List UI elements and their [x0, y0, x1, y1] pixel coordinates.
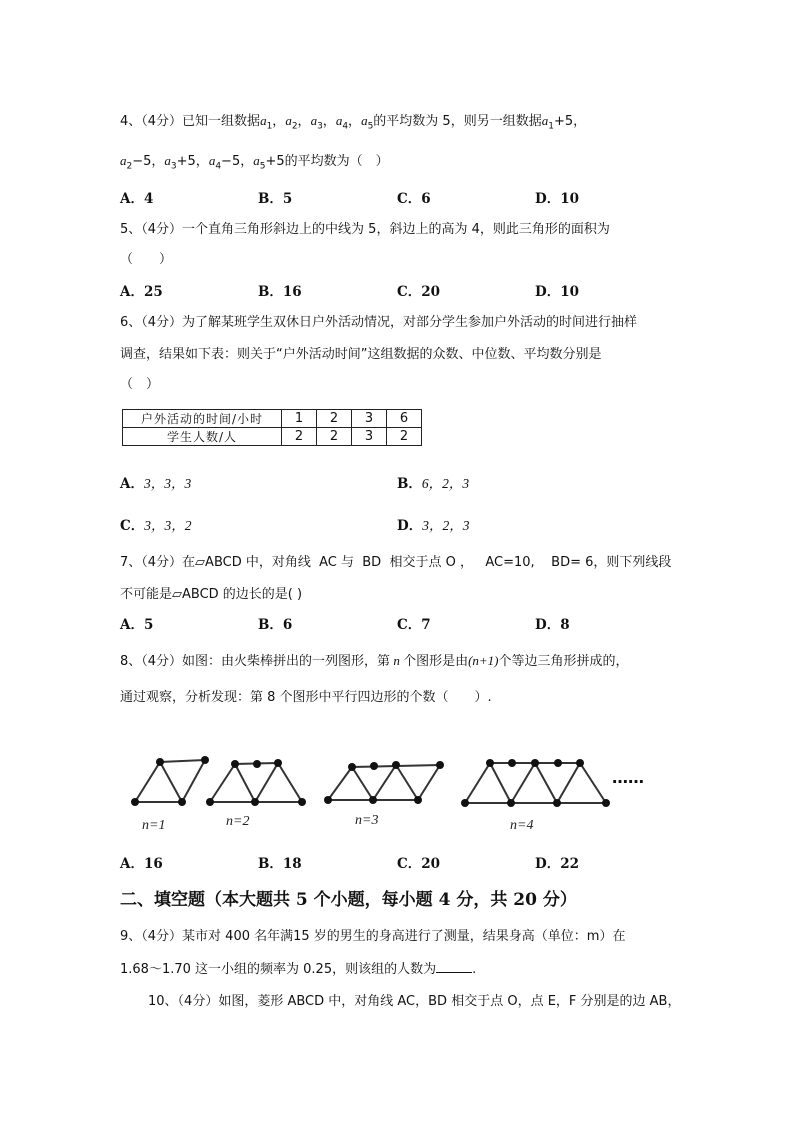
option-d[interactable]: D．8 — [535, 617, 570, 633]
question-4-line-1: 4、（4分）已知一组数据$a_1$，$a_2$，$a_3$，$a_4$，$a_5$的平均数为 5，则另一组数据$a_1+5$， — [120, 113, 587, 132]
figure-n4 — [465, 763, 606, 803]
option-a[interactable]: A．25 — [120, 284, 163, 300]
option-c[interactable]: C．6 — [397, 191, 431, 207]
answer-blank[interactable] — [436, 960, 472, 973]
question-9-line-1: 9、（4分）某市对 400 名年满15 岁的男生的身高进行了测量，结果身高（单位：m）在 — [120, 929, 626, 944]
option-a[interactable]: A．5 — [120, 617, 154, 633]
table-row — [123, 428, 422, 446]
activity-time-table — [122, 409, 422, 446]
row-header: 户外活动的时间/小时 — [123, 410, 282, 428]
table-cell: 2 — [317, 428, 352, 446]
figure-n2 — [210, 763, 302, 802]
question-9-line-2: 1.68～1.70 这一小组的频率为 0.25，则该组的人数为 . — [120, 962, 477, 977]
caption-n3: n=3 — [355, 813, 379, 828]
question-8-line-1: 8、（4分）如图：由火柴棒拼出的一列图形，第 n 个图形是由(n+1)个等边三角形拼成的， — [120, 653, 629, 669]
question-number: 5、（4分） — [120, 222, 183, 237]
question-number: 9、（4分） — [120, 929, 183, 944]
question-7-line-2: 不可能是▱ABCD 的边长的是( ) — [120, 587, 303, 602]
option-c[interactable]: C．3，3，2 — [120, 518, 192, 534]
option-b[interactable]: B．6，2，3 — [397, 476, 470, 492]
option-b[interactable]: B．18 — [258, 856, 302, 872]
option-b[interactable]: B．5 — [258, 191, 293, 207]
question-8-line-2: 通过观察，分析发现：第 8 个图形中平行四边形的个数（ ）. — [120, 690, 492, 705]
table-cell: 3 — [352, 428, 387, 446]
matchstick-figures — [120, 745, 660, 835]
answer-paren: （ ） — [120, 252, 173, 267]
option-c[interactable]: C．20 — [397, 284, 441, 300]
question-4-line-2: $a_2-5$，$a_3+5$，$a_4-5$，$a_5+5$的平均数为（ ） — [120, 153, 389, 172]
table-cell: 2 — [387, 428, 422, 446]
question-number: 4、（4分） — [120, 114, 183, 129]
math-expression: a — [260, 113, 267, 128]
table-cell: 2 — [282, 428, 317, 446]
option-b[interactable]: B．6 — [258, 617, 293, 633]
answer-paren: （ ） — [120, 377, 160, 392]
question-6-line-1: 6、（4分）为了解某班学生双休日户外活动情况，对部分学生参加户外活动的时间进行抽样 — [120, 315, 638, 330]
section-title: 二、填空题（本大题共 5 个小题，每小题 4 分，共 20 分） — [120, 890, 577, 910]
row-header: 学生人数/人 — [123, 428, 282, 446]
option-a[interactable]: A．3，3，3 — [120, 476, 192, 492]
caption-n1: n=1 — [142, 818, 166, 833]
option-d[interactable]: D．10 — [535, 191, 579, 207]
question-7-line-1: 7、（4分）在▱ABCD 中，对角线 AC 与 BD 相交于点 O ， AC=10, BD= 6，则下列线段 — [120, 555, 672, 570]
table-cell: 1 — [282, 410, 317, 428]
table-cell: 6 — [387, 410, 422, 428]
option-c[interactable]: C．20 — [397, 856, 441, 872]
option-d[interactable]: D．22 — [535, 856, 579, 872]
table-row — [123, 410, 422, 428]
ellipsis: …… — [612, 768, 644, 787]
question-number: 10、（4分） — [148, 994, 219, 1009]
question-10-line-1: 10、（4分）如图，菱形 ABCD 中，对角线 AC，BD 相交于点 O，点 E，F 分别是的边 AB， — [148, 994, 681, 1009]
caption-n2: n=2 — [226, 814, 250, 829]
option-b[interactable]: B．16 — [258, 284, 302, 300]
option-a[interactable]: A．4 — [120, 191, 154, 207]
option-a[interactable]: A．16 — [120, 856, 163, 872]
question-number: 6、（4分） — [120, 315, 183, 330]
option-d[interactable]: D．3，2，3 — [397, 518, 470, 534]
option-c[interactable]: C．7 — [397, 617, 431, 633]
caption-n4: n=4 — [510, 818, 534, 833]
question-number: 7、（4分） — [120, 555, 183, 570]
figure-n1 — [135, 760, 205, 802]
math-expression: a — [120, 153, 127, 168]
table-cell: 2 — [317, 410, 352, 428]
question-5-line-1: 5、（4分）一个直角三角形斜边上的中线为 5，斜边上的高为 4，则此三角形的面积为 — [120, 222, 610, 237]
question-6-line-2: 调查，结果如下表：则关于“户外活动时间”这组数据的众数、中位数、平均数分别是 — [120, 347, 602, 362]
question-number: 8、（4分） — [120, 654, 183, 669]
option-d[interactable]: D．10 — [535, 284, 579, 300]
figure-n3 — [328, 765, 440, 800]
table-cell: 3 — [352, 410, 387, 428]
